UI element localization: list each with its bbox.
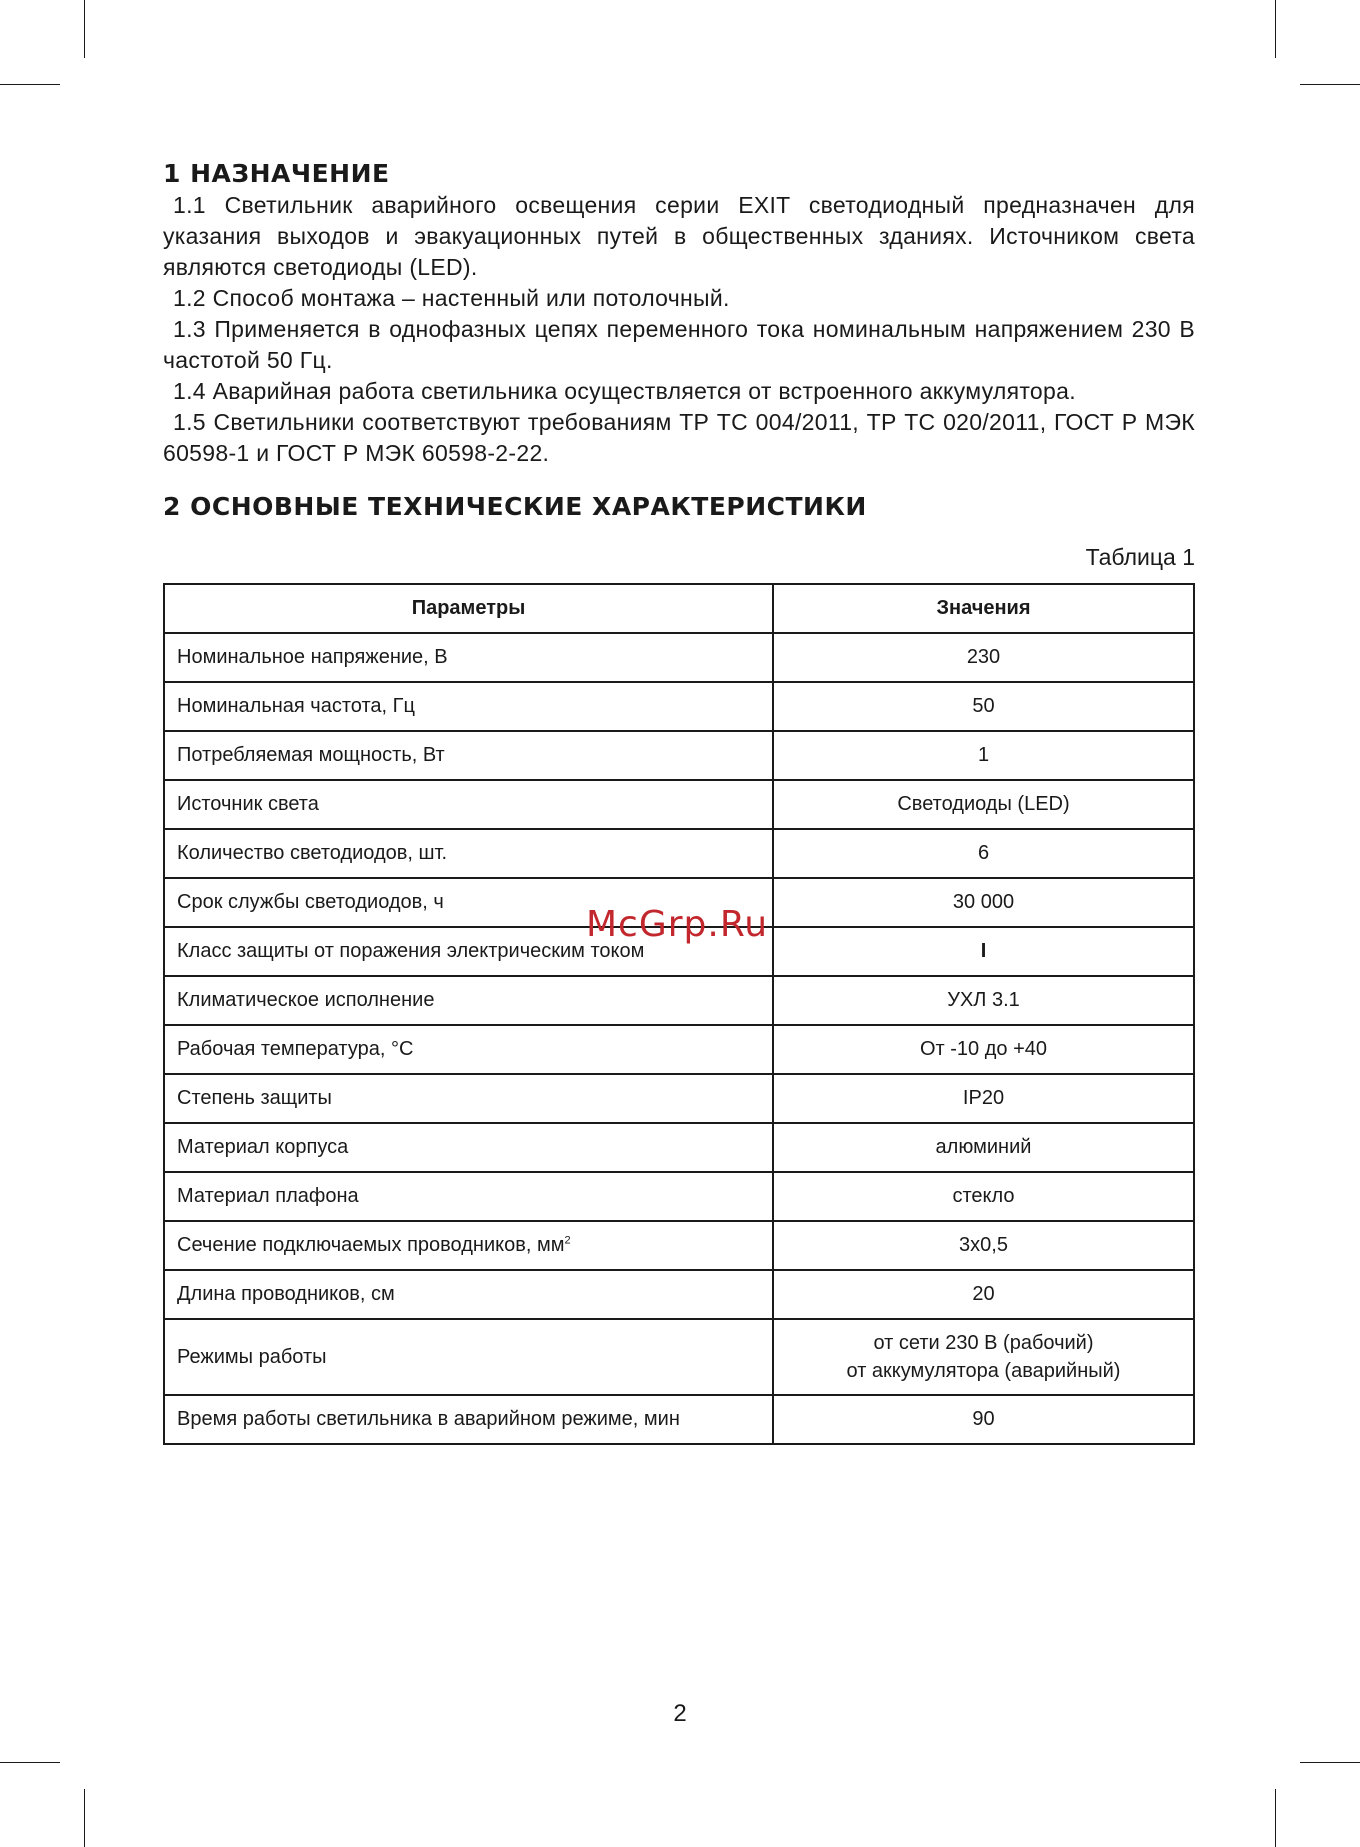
table-row xyxy=(164,1270,1194,1319)
param-cell: Материал плафона xyxy=(164,1172,773,1221)
crop-mark xyxy=(84,0,85,58)
value-cell: IP20 xyxy=(773,1074,1194,1123)
table-caption: Таблица 1 xyxy=(1085,544,1195,570)
param-cell: Номинальная частота, Гц xyxy=(164,682,773,731)
table-row xyxy=(164,682,1194,731)
param-cell: Режимы работы xyxy=(164,1319,773,1395)
param-text: Сечение подключаемых проводников, мм xyxy=(177,1234,565,1256)
value-cell: стекло xyxy=(773,1172,1194,1221)
table-row xyxy=(164,1172,1194,1221)
crop-mark xyxy=(0,1762,60,1763)
crop-mark xyxy=(1300,1762,1360,1763)
header-params: Параметры xyxy=(164,584,773,633)
table-row xyxy=(164,976,1194,1025)
table-row xyxy=(164,780,1194,829)
param-cell: Длина проводников, см xyxy=(164,1270,773,1319)
param-cell: Количество светодиодов, шт. xyxy=(164,829,773,878)
value-cell: От -10 до +40 xyxy=(773,1025,1194,1074)
value-cell: 230 xyxy=(773,633,1194,682)
param-cell: Климатическое исполнение xyxy=(164,976,773,1025)
value-cell: УХЛ 3.1 xyxy=(773,976,1194,1025)
paragraph-1-3: 1.3 Применяется в однофазных цепях переменного тока номинальным напряжением 230 В частотой 50 Гц. xyxy=(163,316,1195,373)
value-cell: 30 000 xyxy=(773,878,1194,927)
table-row xyxy=(164,1025,1194,1074)
value-line: от сети 230 В (рабочий) xyxy=(873,1332,1094,1354)
paragraph-1-2: 1.2 Способ монтажа – настенный или потолочный. xyxy=(173,285,730,311)
paragraph-1-1: 1.1 Светильник аварийного освещения серии EXIT светодиодный предназначен для указания выходов и эвакуационных путей в общественных зданиях. Источником света являются светодиоды (LED). xyxy=(163,192,1195,280)
paragraph-1-4: 1.4 Аварийная работа светильника осуществляется от встроенного аккумулятора. xyxy=(173,378,1076,404)
value-cell: 50 xyxy=(773,682,1194,731)
value-cell: 90 xyxy=(773,1395,1194,1444)
value-cell: 3х0,5 xyxy=(773,1221,1194,1270)
param-cell: Время работы светильника в аварийном режиме, мин xyxy=(164,1395,773,1444)
value-line: от аккумулятора (аварийный) xyxy=(846,1360,1121,1382)
param-cell: Степень защиты xyxy=(164,1074,773,1123)
crop-mark xyxy=(0,84,60,85)
section-heading-specs: 2 ОСНОВНЫЕ ТЕХНИЧЕСКИЕ ХАРАКТЕРИСТИКИ xyxy=(163,492,867,521)
crop-mark xyxy=(1275,1789,1276,1847)
param-cell: Потребляемая мощность, Вт xyxy=(164,731,773,780)
superscript: 2 xyxy=(564,1234,571,1247)
value-cell: I xyxy=(773,927,1194,976)
table-row xyxy=(164,633,1194,682)
specs-table xyxy=(163,583,1195,1445)
param-cell: Рабочая температура, °С xyxy=(164,1025,773,1074)
page-number: 2 xyxy=(673,1700,687,1727)
value-cell: 1 xyxy=(773,731,1194,780)
table-row xyxy=(164,1074,1194,1123)
param-cell: Источник света xyxy=(164,780,773,829)
table-header-row xyxy=(164,584,1194,633)
param-cell xyxy=(164,1221,773,1270)
param-cell: Материал корпуса xyxy=(164,1123,773,1172)
table-row xyxy=(164,829,1194,878)
watermark: McGrp.Ru xyxy=(586,904,769,945)
paragraph-1-5: 1.5 Светильники соответствуют требованиям ТР ТС 004/2011, ТР ТС 020/2011, ГОСТ Р МЭК 60598-1 и ГОСТ Р МЭК 60598-2-22. xyxy=(163,409,1195,466)
value-cell: Светодиоды (LED) xyxy=(773,780,1194,829)
document-content xyxy=(163,158,1195,1445)
param-cell: Срок службы светодиодов, ч xyxy=(164,878,773,927)
table-row xyxy=(164,1319,1194,1395)
table-row xyxy=(164,731,1194,780)
header-values: Значения xyxy=(773,584,1194,633)
table-row xyxy=(164,1395,1194,1444)
crop-mark xyxy=(1300,84,1360,85)
table-row xyxy=(164,1123,1194,1172)
param-cell: Класс защиты от поражения электрическим током xyxy=(164,927,773,976)
section-heading-purpose: 1 НАЗНАЧЕНИЕ xyxy=(163,159,390,188)
crop-mark xyxy=(84,1789,85,1847)
value-cell: 20 xyxy=(773,1270,1194,1319)
value-cell xyxy=(773,1319,1194,1395)
table-row xyxy=(164,1221,1194,1270)
value-cell: алюминий xyxy=(773,1123,1194,1172)
crop-mark xyxy=(1275,0,1276,58)
param-cell: Номинальное напряжение, В xyxy=(164,633,773,682)
value-cell: 6 xyxy=(773,829,1194,878)
